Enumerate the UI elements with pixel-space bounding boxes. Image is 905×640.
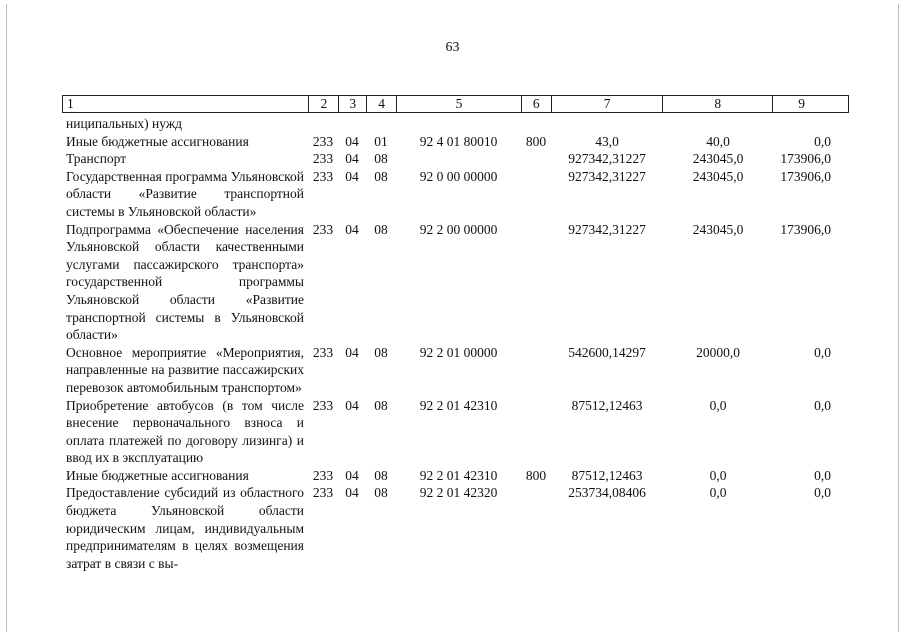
- cell-3: 04: [345, 151, 359, 167]
- table-row: [62, 467, 849, 485]
- cell-5: 92 2 01 42310: [419, 397, 498, 413]
- cell-8: 40,0: [706, 133, 730, 149]
- cell-3: 04: [345, 344, 359, 360]
- cell-3: 04: [345, 221, 359, 237]
- cell-2: 233: [312, 397, 334, 413]
- cell-9: 173906,0: [780, 221, 831, 237]
- cell-5: [396, 115, 521, 133]
- cell-8: 243045,0: [692, 168, 744, 184]
- column-header-6: 6: [521, 96, 551, 112]
- cell-2: [308, 115, 338, 133]
- cell-6: [521, 344, 551, 397]
- row-name: Приобретение автобусов (в том числе внесение первоначального взноса и оплата платежей по договору лизинга) и ввод их в эксплуатацию: [66, 397, 304, 466]
- cell-2: 233: [312, 221, 334, 237]
- cell-5: 92 4 01 80010: [419, 133, 498, 149]
- cell-9: [773, 115, 849, 133]
- cell-4: 01: [374, 133, 388, 149]
- cell-3: [338, 115, 366, 133]
- cell-4: [366, 115, 396, 133]
- row-name: ниципальных) нужд: [66, 116, 183, 131]
- cell-7: 927342,31227: [568, 221, 646, 237]
- cell-5: 92 2 01 42320: [419, 485, 498, 501]
- cell-5: 92 2 01 00000: [419, 344, 498, 360]
- cell-3: 04: [345, 133, 359, 149]
- cell-4: 08: [374, 467, 388, 483]
- cell-9: 173906,0: [780, 151, 831, 167]
- cell-6: [521, 168, 551, 221]
- cell-7: 927342,31227: [568, 168, 646, 184]
- cell-2: 233: [312, 151, 334, 167]
- cell-2: 233: [312, 133, 334, 149]
- row-name: Подпрограмма «Обеспечение населения Ульяновской области качественными услугами пассажирского транспорта» государственной программы Ульяновской области «Развитие транспортной системы в Ульяновской области»: [66, 221, 304, 343]
- cell-8: 20000,0: [696, 344, 740, 360]
- cell-9: 0,0: [814, 397, 831, 413]
- cell-2: 233: [312, 485, 334, 501]
- column-header-4: 4: [366, 96, 396, 112]
- cell-7: 87512,12463: [571, 397, 643, 413]
- cell-4: 08: [374, 344, 388, 360]
- cell-5: 92 0 00 00000: [419, 168, 498, 184]
- cell-3: 04: [345, 485, 359, 501]
- cell-4: 08: [374, 221, 388, 237]
- cell-8: 0,0: [709, 397, 727, 413]
- row-name: Основное мероприятие «Мероприятия, направленные на развитие пассажирских перевозок автомобильным транспортом»: [66, 344, 304, 395]
- table-row: [62, 484, 849, 572]
- cell-8: 0,0: [709, 485, 727, 501]
- cell-5: 92 2 01 42310: [419, 467, 498, 483]
- column-header-5: 5: [396, 96, 521, 112]
- column-header-8: 8: [662, 96, 772, 112]
- cell-7: 87512,12463: [571, 467, 643, 483]
- cell-6: [521, 221, 551, 344]
- cell-2: 233: [312, 467, 334, 483]
- page-number: 63: [445, 40, 460, 55]
- table-row: [62, 397, 849, 467]
- row-name: Иные бюджетные ассигнования: [66, 133, 249, 149]
- cell-7: 927342,31227: [568, 151, 646, 167]
- cell-9: 173906,0: [780, 168, 831, 184]
- column-header-2: 2: [308, 96, 338, 112]
- cell-4: 08: [374, 397, 388, 413]
- cell-8: 243045,0: [692, 221, 744, 237]
- cell-6: 800: [525, 467, 547, 483]
- column-header-7: 7: [551, 96, 663, 112]
- cell-4: 08: [374, 168, 388, 184]
- table-row: [62, 344, 849, 397]
- cell-7: 542600,14297: [568, 344, 646, 360]
- cell-6: 800: [525, 133, 547, 149]
- cell-6: [521, 115, 551, 133]
- table-row: [62, 168, 849, 221]
- cell-3: 04: [345, 397, 359, 413]
- row-name: Транспорт: [66, 151, 127, 167]
- cell-6: [521, 484, 551, 572]
- table-header-row: [62, 95, 849, 113]
- cell-2: 233: [312, 344, 334, 360]
- cell-4: 08: [374, 485, 388, 501]
- column-header-9: 9: [772, 96, 848, 112]
- cell-9: 0,0: [814, 485, 831, 501]
- cell-9: 0,0: [814, 467, 831, 483]
- row-name: Предоставление субсидий из областного бюджета Ульяновской области юридическим лицам, индивидуальным предпринимателям в целях возмещения затрат в связи с вы-: [66, 485, 304, 571]
- cell-7: 43,0: [595, 133, 619, 149]
- budget-table-body: [62, 115, 849, 572]
- column-header-3: 3: [338, 96, 366, 112]
- row-name: Государственная программа Ульяновской области «Развитие транспортной системы в Ульяновской области»: [66, 168, 304, 219]
- cell-7: 253734,08406: [568, 485, 646, 501]
- table-row: [62, 221, 849, 344]
- table-row: [62, 115, 849, 133]
- cell-6: [521, 150, 551, 168]
- cell-4: 08: [374, 151, 388, 167]
- cell-6: [521, 397, 551, 467]
- cell-8: 243045,0: [692, 151, 744, 167]
- cell-3: 04: [345, 168, 359, 184]
- cell-8: 0,0: [709, 467, 727, 483]
- cell-5: [396, 150, 521, 168]
- cell-5: 92 2 00 00000: [419, 221, 498, 237]
- cell-3: 04: [345, 467, 359, 483]
- column-header-1: 1: [67, 96, 74, 111]
- cell-7: [551, 115, 663, 133]
- row-name: Иные бюджетные ассигнования: [66, 467, 249, 483]
- table-row: [62, 150, 849, 168]
- cell-2: 233: [312, 168, 334, 184]
- cell-8: [663, 115, 773, 133]
- cell-9: 0,0: [814, 133, 831, 149]
- cell-9: 0,0: [814, 344, 831, 360]
- table-row: [62, 133, 849, 151]
